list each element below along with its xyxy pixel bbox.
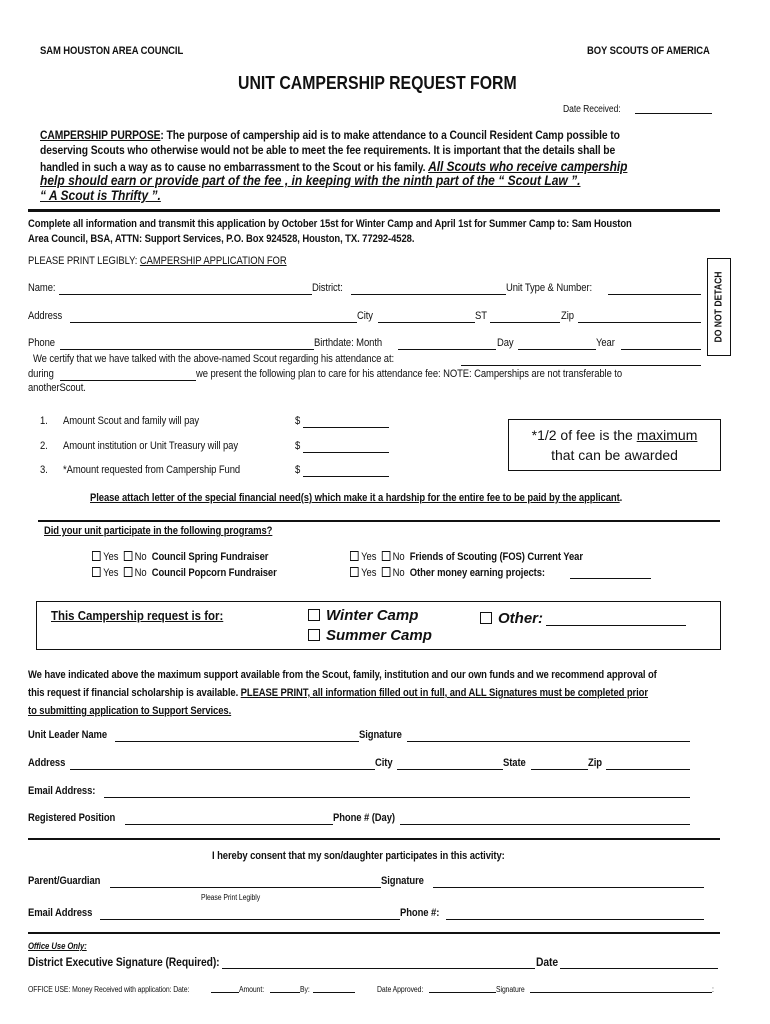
print-legibly-note: Please Print Legibly [201,893,261,902]
attach-letter-text: Please attach letter of the special financial need(s) which make it a hardship for the entire fee to be paid by the applicant [90,492,620,504]
maximum-fee-note-line-1 [509,427,720,443]
leader-state-field[interactable] [531,769,588,770]
unit-type-field[interactable] [608,294,701,295]
winter-camp-option[interactable] [308,607,418,624]
unit-leader-field[interactable] [115,741,359,742]
phone-field[interactable] [60,349,314,350]
leader-signature-field[interactable] [407,741,690,742]
max-note-maximum: maximum [636,427,698,443]
do-not-detach-box [707,258,731,356]
recommend-text-2: this request if financial scholarship is available. [28,687,241,699]
office-use-heading: Office Use Only: [28,941,87,951]
campership-application-for: CAMPERSHIP APPLICATION FOR [139,255,287,267]
parent-signature-field[interactable] [433,887,704,888]
maximum-fee-note-box [508,419,721,471]
program-row-spring [92,551,268,563]
district-date-field[interactable] [560,968,718,969]
during-field[interactable] [60,380,196,381]
council-name: SAM HOUSTON AREA COUNCIL [40,45,184,57]
purpose-text-1: : The purpose of campership aid is to make attendance to a Council Resident Camp possible to [160,128,620,142]
city-label: City [357,310,373,322]
another-scout-text: anotherScout. [28,382,86,394]
district-date-label: Date [536,955,559,969]
fee-item-1-field[interactable] [303,427,389,428]
yes-label: Yes [103,551,119,563]
leader-email-label: Email Address: [28,785,96,797]
leader-address-label: Address [28,757,66,769]
district-executive-signature-label: District Executive Signature (Required): [28,955,220,969]
purpose-line-4: help should earn or provide part of the fee , in keeping with the ninth part of the “ Scout Law ”. [40,172,581,188]
other-yes-checkbox[interactable] [350,567,359,577]
no-label: No [134,567,147,579]
office-date-field[interactable] [211,992,239,993]
purpose-heading: CAMPERSHIP PURPOSE [40,128,161,142]
parent-signature-label: Signature [381,875,424,887]
leader-signature-label: Signature [359,729,402,741]
birthdate-label: Birthdate: Month [314,337,383,349]
winter-camp-checkbox[interactable] [308,609,320,621]
birth-day-field[interactable] [518,349,596,350]
office-money-received-label: OFFICE USE: Money Received with application: Date: [28,985,190,994]
registered-position-field[interactable] [125,824,333,825]
program-popcorn-label: Council Popcorn Fundraiser [151,567,277,579]
org-name: BOY SCOUTS OF AMERICA [587,45,710,57]
fee-item-2-dollar: $ [295,440,301,452]
consent-statement: I hereby consent that my son/daughter participates in this activity: [212,850,505,862]
district-label: District: [312,282,343,294]
purpose-emphasis: All Scouts who receive campership [428,158,628,174]
address-field[interactable] [70,322,357,323]
yes-label: Yes [103,567,119,579]
year-label: Year [596,337,615,349]
parent-phone-field[interactable] [446,919,704,920]
divider [28,838,720,840]
fee-item-3-num: 3. [40,464,48,476]
district-field[interactable] [351,294,506,295]
popcorn-no-checkbox[interactable] [123,567,132,577]
leader-address-field[interactable] [70,769,375,770]
office-amount-field[interactable] [270,992,300,993]
office-signature-label: Signature [496,985,525,994]
fos-yes-checkbox[interactable] [350,551,359,561]
zip-label: Zip [561,310,574,322]
fee-item-3-dollar: $ [295,464,301,476]
other-camp-checkbox[interactable] [480,612,492,624]
programs-question: Did your unit participate in the following programs? [44,525,273,537]
fee-item-1-dollar: $ [295,415,301,427]
yes-label: Yes [361,551,377,563]
recommend-line-3: to submitting application to Support Services. [28,705,232,717]
program-spring-label: Council Spring Fundraiser [151,551,269,563]
summer-camp-option[interactable] [308,627,432,644]
city-field[interactable] [378,322,475,323]
application-heading [28,255,287,267]
st-field[interactable] [490,322,560,323]
purpose-line-2: deserving Scouts who otherwise would not be able to meet the fee requirements. It is important that the details shall be [40,143,616,157]
birth-month-field[interactable] [398,349,496,350]
office-by-label: By: [300,985,310,994]
no-label: No [134,551,147,563]
program-row-fos [350,551,583,563]
office-date-approved-label: Date Approved: [377,985,424,994]
instructions-line-2: Area Council, BSA, ATTN: Support Services, P.O. Box 924528, Houston, TX. 77292-4528. [28,233,415,245]
leader-city-label: City [375,757,393,769]
other-camp-label: Other: [498,610,543,627]
yes-label: Yes [361,567,377,579]
present-text: we present the following plan to care for his attendance fee: NOTE: Camperships are not transferable to [196,368,623,380]
maximum-fee-note-line-2: that can be awarded [551,447,678,463]
divider [28,932,720,934]
office-signature-field[interactable] [530,992,712,993]
scout-thrifty: “ A Scout is Thrifty ”. [40,187,161,203]
name-field[interactable] [59,294,312,295]
fee-item-2-num: 2. [40,440,48,452]
birth-year-field[interactable] [621,349,701,350]
no-label: No [392,551,405,563]
certify-text: We certify that we have talked with the above-named Scout regarding his attendance at: [33,353,395,365]
district-executive-signature-field[interactable] [222,968,535,969]
office-date-approved-field[interactable] [429,992,496,993]
summer-camp-checkbox[interactable] [308,629,320,641]
zip-field[interactable] [578,322,701,323]
date-received-label: Date Received: [563,104,621,115]
spring-yes-checkbox[interactable] [92,551,101,561]
name-label: Name: [28,282,56,294]
purpose-line-1 [40,128,620,142]
leader-zip-field[interactable] [606,769,690,770]
other-no-checkbox[interactable] [381,567,390,577]
program-row-popcorn [92,567,277,579]
do-not-detach-label: DO NOT DETACH [713,271,725,343]
camp-name-field[interactable] [461,365,701,366]
leader-phone-label: Phone # (Day) [333,812,395,824]
form-title: UNIT CAMPERSHIP REQUEST FORM [238,73,517,93]
max-note-text: *1/2 of fee is the [531,427,637,443]
summer-camp-label: Summer Camp [326,627,432,644]
fee-item-3-label: *Amount requested from Campership Fund [63,464,241,476]
unit-leader-label: Unit Leader Name [28,729,108,741]
office-amount-label: Amount: [239,985,265,994]
program-row-other [350,567,545,579]
leader-phone-field[interactable] [400,824,690,825]
fos-no-checkbox[interactable] [381,551,390,561]
parent-guardian-label: Parent/Guardian [28,875,101,887]
office-colon: : [712,985,714,994]
registered-position-label: Registered Position [28,812,116,824]
instructions-line-1: Complete all information and transmit this application by October 15st for Winter Camp and April 1st for Summer Camp to: Sam Houston [28,218,632,230]
request-label: This Campership request is for: [51,608,224,623]
day-label: Day [497,337,514,349]
winter-camp-label: Winter Camp [326,607,419,624]
program-other-label: Other money earning projects: [409,567,545,579]
during-label: during [28,368,54,380]
print-legibly-label: PLEASE PRINT LEGIBLY: [28,255,140,267]
purpose-text-3: handled in such a way as to cause no embarrassment to the Scout or his family. [40,160,429,174]
other-projects-field[interactable] [570,578,651,579]
leader-state-label: State [503,757,526,769]
attach-letter-note [90,492,622,504]
unit-type-label: Unit Type & Number: [506,282,592,294]
popcorn-yes-checkbox[interactable] [92,567,101,577]
fee-item-3-field[interactable] [303,476,389,477]
phone-label: Phone [28,337,55,349]
parent-phone-label: Phone #: [400,907,440,919]
address-label: Address [28,310,63,322]
leader-zip-label: Zip [588,757,602,769]
parent-guardian-field[interactable] [110,887,381,888]
divider [28,209,720,212]
office-by-field[interactable] [313,992,355,993]
divider [38,520,720,522]
leader-city-field[interactable] [397,769,503,770]
parent-email-label: Email Address [28,907,93,919]
other-camp-option[interactable] [480,610,543,627]
fee-item-1-num: 1. [40,415,48,427]
spring-no-checkbox[interactable] [123,551,132,561]
other-camp-field[interactable] [546,625,686,626]
fee-item-2-label: Amount institution or Unit Treasury will pay [63,440,238,452]
parent-email-field[interactable] [100,919,400,920]
no-label: No [392,567,405,579]
date-received-field[interactable] [635,113,712,114]
recommend-line-2 [28,687,648,699]
recommend-line-1: We have indicated above the maximum support available from the Scout, family, institution and our own funds and we recommend approval of [28,669,657,681]
leader-email-field[interactable] [104,797,690,798]
recommend-print-note: PLEASE PRINT, all information filled out in full, and ALL Signatures must be completed prior [240,687,648,699]
purpose-line-5 [40,187,161,203]
program-fos-label: Friends of Scouting (FOS) Current Year [409,551,583,563]
st-label: ST [475,310,487,322]
attach-letter-period: . [619,492,623,504]
fee-item-2-field[interactable] [303,452,389,453]
fee-item-1-label: Amount Scout and family will pay [63,415,200,427]
